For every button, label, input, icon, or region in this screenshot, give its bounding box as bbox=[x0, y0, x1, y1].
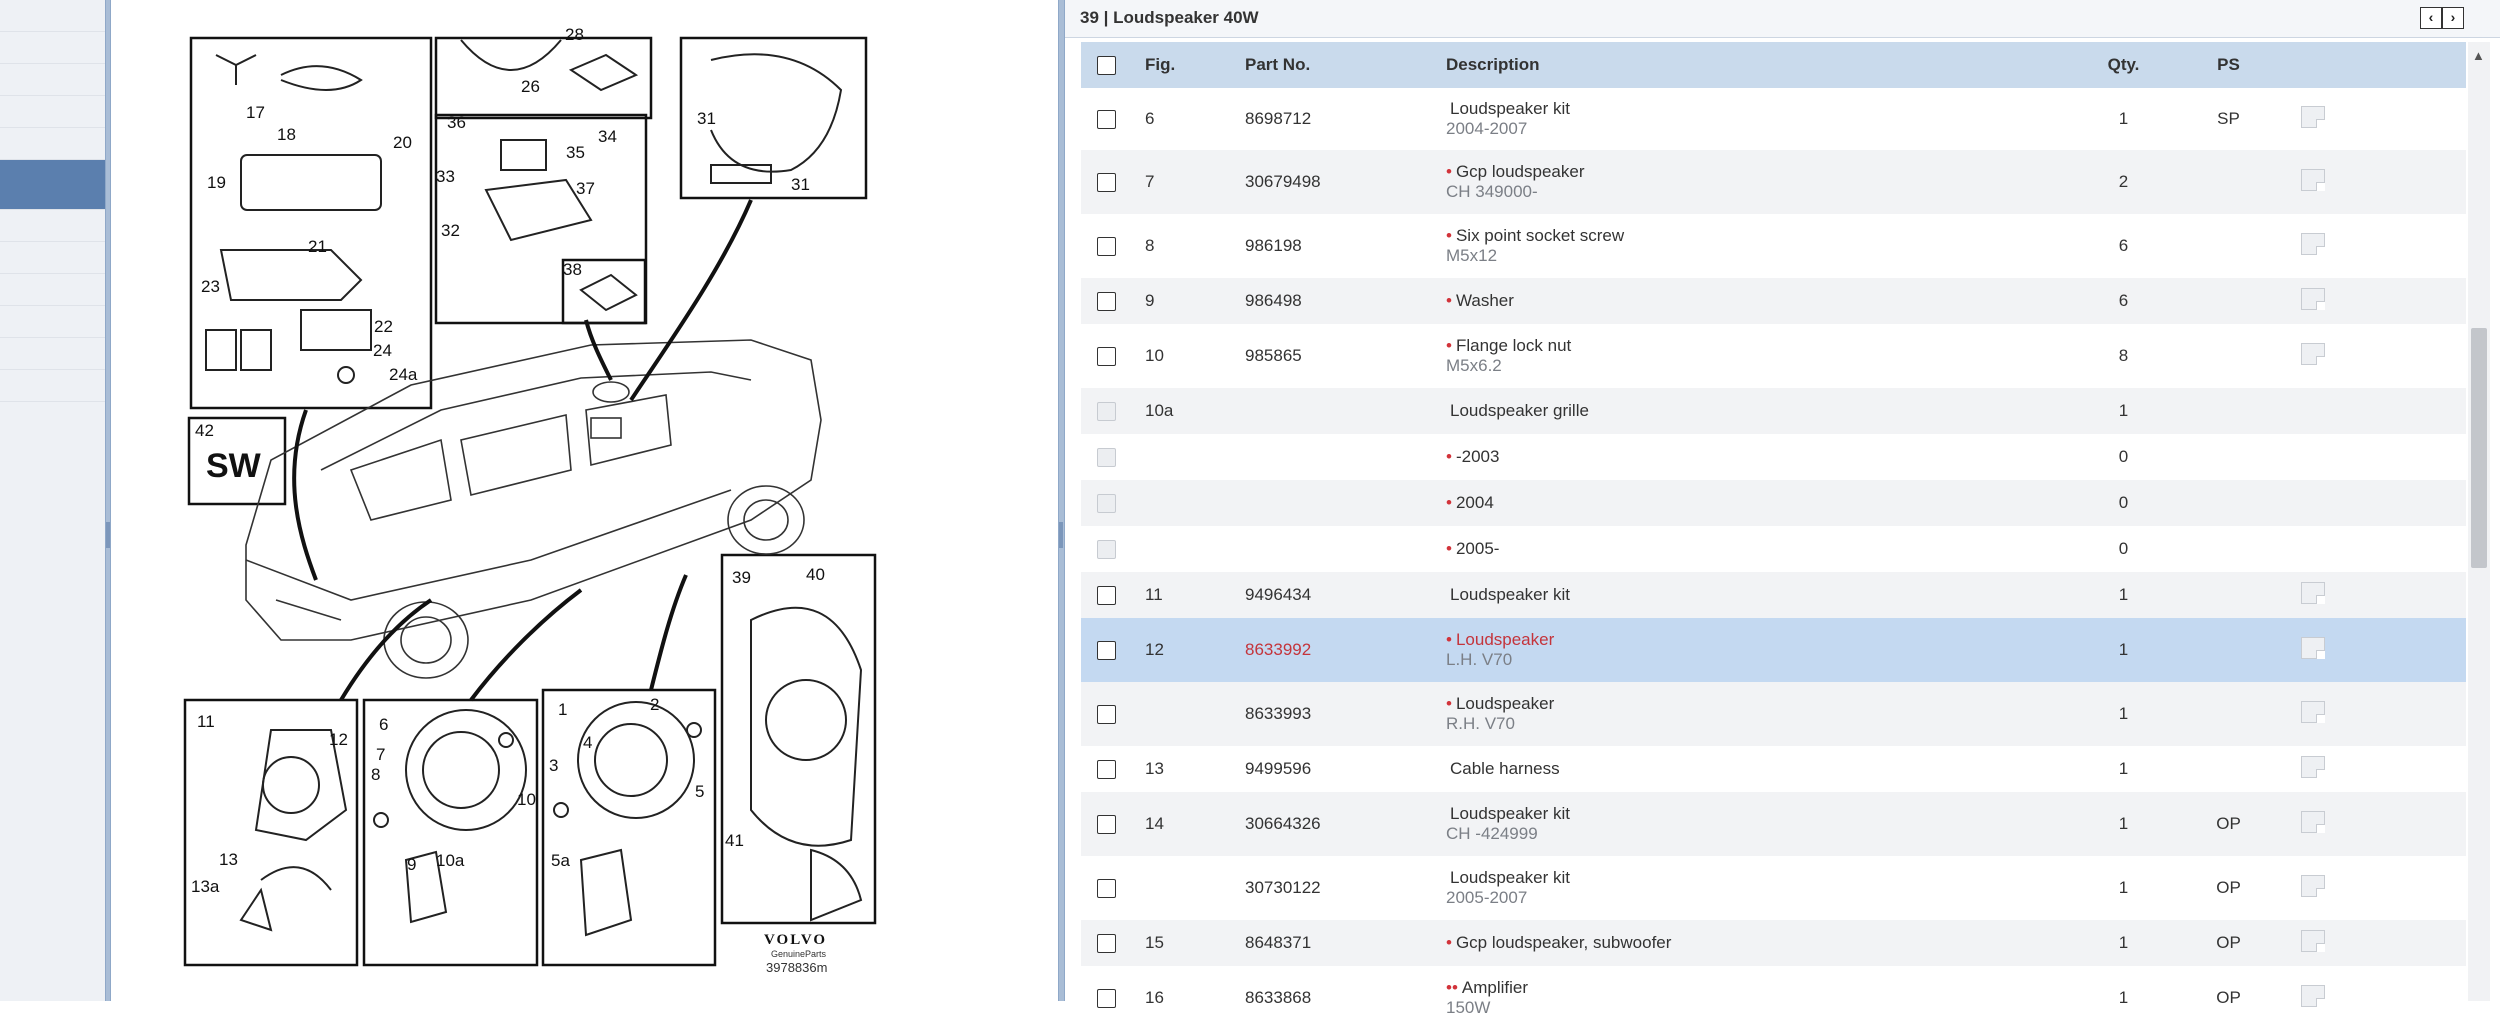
diagram-drawing bbox=[111, 0, 1058, 1001]
description-text: Amplifier bbox=[1461, 978, 1529, 997]
cell-description bbox=[1446, 682, 2066, 746]
svg-text:1: 1 bbox=[558, 700, 568, 719]
vertical-scrollbar[interactable] bbox=[2468, 42, 2490, 1001]
row-checkbox[interactable] bbox=[1097, 292, 1116, 311]
parts-header bbox=[1065, 0, 2500, 38]
table-row[interactable] bbox=[1081, 88, 2466, 150]
cell-description bbox=[1446, 920, 2066, 966]
cell-part-no[interactable]: 30730122 bbox=[1245, 878, 1321, 897]
cell-fig: 13 bbox=[1145, 759, 1164, 778]
svg-text:38: 38 bbox=[563, 260, 582, 279]
note-icon[interactable] bbox=[2301, 582, 2325, 604]
table-row[interactable] bbox=[1081, 150, 2466, 214]
cell-part-no[interactable]: 30664326 bbox=[1245, 814, 1321, 833]
description-text: Loudspeaker kit bbox=[1450, 99, 1571, 118]
description-text: Cable harness bbox=[1450, 759, 1560, 778]
cell-ps bbox=[2181, 682, 2276, 746]
cell-fig bbox=[1145, 856, 1245, 920]
cell-ps bbox=[2181, 214, 2276, 278]
svg-text:17: 17 bbox=[246, 103, 265, 122]
cell-ps bbox=[2181, 388, 2276, 434]
note-icon[interactable] bbox=[2301, 930, 2325, 952]
svg-text:26: 26 bbox=[521, 77, 540, 96]
cell-ps: SP bbox=[2217, 109, 2240, 128]
bullet-marker: • bbox=[1446, 447, 1452, 466]
cell-description bbox=[1446, 966, 2066, 1030]
cell-ps bbox=[2181, 278, 2276, 324]
description-text: Loudspeaker bbox=[1455, 630, 1555, 649]
sidebar-item[interactable] bbox=[0, 64, 105, 96]
cell-qty: 0 bbox=[2118, 539, 2129, 558]
cell-fig: 8 bbox=[1145, 236, 1155, 255]
description-line bbox=[1446, 162, 2066, 182]
description-line bbox=[1446, 759, 2066, 779]
parts-table-container bbox=[1081, 42, 2466, 1017]
table-row[interactable] bbox=[1081, 682, 2466, 746]
description-line bbox=[1446, 630, 2066, 650]
note-icon[interactable] bbox=[2301, 701, 2325, 723]
cell-ps: OP bbox=[2216, 878, 2241, 897]
sidebar-item-active[interactable] bbox=[0, 160, 105, 210]
scroll-up-icon[interactable]: ▲ bbox=[2472, 48, 2485, 63]
sidebar-item[interactable] bbox=[0, 210, 105, 242]
description-sub: M5x12 bbox=[1446, 246, 1498, 265]
description-text: Washer bbox=[1455, 291, 1514, 310]
table-row[interactable] bbox=[1081, 526, 2466, 572]
parts-diagram[interactable] bbox=[111, 0, 1058, 1001]
cell-qty: 1 bbox=[2118, 759, 2129, 778]
sidebar-item[interactable] bbox=[0, 306, 105, 338]
description-sub: R.H. V70 bbox=[1446, 714, 1515, 733]
svg-text:36: 36 bbox=[447, 113, 466, 132]
svg-text:6: 6 bbox=[379, 715, 389, 734]
cell-ps bbox=[2181, 746, 2276, 792]
bullet-marker: • bbox=[1446, 226, 1452, 245]
bullet-marker: • bbox=[1446, 539, 1452, 558]
svg-text:35: 35 bbox=[566, 143, 585, 162]
cell-qty: 8 bbox=[2118, 346, 2129, 365]
nav-buttons bbox=[2420, 7, 2464, 29]
cell-part-no[interactable]: 986198 bbox=[1245, 236, 1302, 255]
cell-fig: 10 bbox=[1145, 346, 1164, 365]
table-row[interactable] bbox=[1081, 746, 2466, 792]
next-button[interactable]: › bbox=[2442, 7, 2464, 29]
cell-part-no[interactable]: 8633868 bbox=[1245, 988, 1312, 1007]
cell-fig: 9 bbox=[1145, 291, 1155, 310]
row-checkbox bbox=[1097, 402, 1116, 421]
table-row[interactable] bbox=[1081, 920, 2466, 966]
description-text: Loudspeaker grille bbox=[1450, 401, 1589, 420]
note-icon[interactable] bbox=[2301, 106, 2325, 128]
svg-text:5: 5 bbox=[695, 782, 705, 801]
svg-text:19: 19 bbox=[207, 173, 226, 192]
svg-text:39: 39 bbox=[732, 568, 751, 587]
svg-text:24: 24 bbox=[373, 341, 392, 360]
cell-fig: 12 bbox=[1145, 640, 1164, 659]
svg-text:37: 37 bbox=[576, 179, 595, 198]
header-fig[interactable]: Fig. bbox=[1145, 55, 1176, 74]
cell-qty: 6 bbox=[2118, 236, 2129, 255]
description-sub: 2005-2007 bbox=[1446, 888, 1528, 907]
cell-fig: 15 bbox=[1145, 933, 1164, 952]
bullet-marker: • bbox=[1446, 162, 1452, 181]
row-checkbox[interactable] bbox=[1097, 586, 1116, 605]
cell-fig bbox=[1145, 682, 1245, 746]
description-line bbox=[1446, 868, 2066, 888]
cell-part-no[interactable]: 9499596 bbox=[1245, 759, 1312, 778]
cell-fig: 14 bbox=[1145, 814, 1164, 833]
cell-ps bbox=[2181, 526, 2276, 572]
description-text: Loudspeaker kit bbox=[1450, 868, 1571, 887]
svg-text:31: 31 bbox=[697, 109, 716, 128]
cell-qty: 1 bbox=[2118, 640, 2129, 659]
cell-fig: 11 bbox=[1145, 585, 1163, 604]
cell-qty: 1 bbox=[2118, 585, 2129, 604]
cell-qty: 1 bbox=[2118, 704, 2129, 723]
description-line bbox=[1446, 493, 2066, 513]
description-line bbox=[1446, 336, 2066, 356]
splitter-handle[interactable] bbox=[106, 522, 110, 548]
row-checkbox[interactable] bbox=[1097, 641, 1116, 660]
description-line bbox=[1446, 978, 2066, 998]
cell-fig: 10a bbox=[1145, 401, 1174, 420]
table-row[interactable] bbox=[1081, 324, 2466, 388]
svg-text:10: 10 bbox=[517, 790, 536, 809]
cell-fig: 7 bbox=[1145, 172, 1155, 191]
cell-description bbox=[1446, 88, 2066, 150]
row-checkbox[interactable] bbox=[1097, 347, 1116, 366]
svg-text:13: 13 bbox=[219, 850, 238, 869]
cell-qty: 1 bbox=[2118, 933, 2129, 952]
note-icon[interactable] bbox=[2301, 233, 2325, 255]
svg-text:4: 4 bbox=[583, 733, 593, 752]
description-text: Gcp loudspeaker bbox=[1455, 162, 1585, 181]
bullet-marker: • bbox=[1446, 933, 1452, 952]
header-qty[interactable]: Qty. bbox=[2107, 55, 2140, 74]
cell-ps bbox=[2181, 150, 2276, 214]
note-icon[interactable] bbox=[2301, 169, 2325, 191]
svg-text:7: 7 bbox=[376, 745, 386, 764]
svg-text:5a: 5a bbox=[551, 851, 570, 870]
sidebar-item[interactable] bbox=[0, 96, 105, 128]
description-sub: M5x6.2 bbox=[1446, 356, 1502, 375]
svg-text:31: 31 bbox=[791, 175, 810, 194]
parts-table bbox=[1081, 42, 2466, 1030]
table-row[interactable] bbox=[1081, 618, 2466, 682]
cell-description bbox=[1446, 278, 2066, 324]
description-line bbox=[1446, 933, 2066, 953]
cell-fig: 16 bbox=[1145, 988, 1164, 1007]
svg-text:3: 3 bbox=[549, 756, 559, 775]
cell-qty: 2 bbox=[2118, 172, 2129, 191]
svg-text:33: 33 bbox=[436, 167, 455, 186]
cell-description bbox=[1446, 480, 2066, 526]
header-ps[interactable]: PS bbox=[2217, 55, 2240, 74]
description-text: Loudspeaker kit bbox=[1450, 585, 1571, 604]
svg-text:34: 34 bbox=[598, 127, 617, 146]
cell-qty: 0 bbox=[2118, 493, 2129, 512]
description-line bbox=[1446, 585, 2066, 605]
note-icon[interactable] bbox=[2301, 756, 2325, 778]
note-icon[interactable] bbox=[2301, 875, 2325, 897]
bullet-marker: • bbox=[1446, 336, 1452, 355]
sidebar-item[interactable] bbox=[0, 242, 105, 274]
svg-text:40: 40 bbox=[806, 565, 825, 584]
svg-text:21: 21 bbox=[308, 237, 327, 256]
description-line bbox=[1446, 401, 2066, 421]
cell-ps bbox=[2181, 324, 2276, 388]
description-sub: 2004-2007 bbox=[1446, 119, 1528, 138]
cell-part-no[interactable]: 986498 bbox=[1245, 291, 1302, 310]
description-sub: L.H. V70 bbox=[1446, 650, 1513, 669]
cell-qty: 1 bbox=[2118, 109, 2129, 128]
svg-text:8: 8 bbox=[371, 765, 381, 784]
prev-button[interactable]: ‹ bbox=[2420, 7, 2442, 29]
bullet-marker: • bbox=[1446, 291, 1452, 310]
cell-fig bbox=[1145, 480, 1245, 526]
cell-description bbox=[1446, 618, 2066, 682]
bullet-marker: • bbox=[1446, 493, 1452, 512]
svg-text:13a: 13a bbox=[191, 877, 220, 896]
svg-text:32: 32 bbox=[441, 221, 460, 240]
cell-description bbox=[1446, 214, 2066, 278]
row-checkbox bbox=[1097, 540, 1116, 559]
svg-text:24a: 24a bbox=[389, 365, 418, 384]
description-line bbox=[1446, 804, 2066, 824]
svg-text:10a: 10a bbox=[436, 851, 465, 870]
parts-list-pane bbox=[1065, 0, 2500, 1017]
sidebar-item[interactable] bbox=[0, 128, 105, 160]
scrollbar-thumb[interactable] bbox=[2471, 328, 2487, 568]
description-line bbox=[1446, 291, 2066, 311]
svg-text:20: 20 bbox=[393, 133, 412, 152]
header-part-no[interactable]: Part No. bbox=[1245, 55, 1311, 74]
cell-part-no[interactable]: 9496434 bbox=[1245, 585, 1312, 604]
row-checkbox[interactable] bbox=[1097, 879, 1116, 898]
table-row[interactable] bbox=[1081, 966, 2466, 1030]
cell-description bbox=[1446, 388, 2066, 434]
description-line bbox=[1446, 99, 2066, 119]
description-line bbox=[1446, 539, 2066, 559]
row-checkbox bbox=[1097, 494, 1116, 513]
row-checkbox[interactable] bbox=[1097, 237, 1116, 256]
cell-qty: 0 bbox=[2118, 447, 2129, 466]
svg-text:18: 18 bbox=[277, 125, 296, 144]
bullet-marker: • bbox=[1446, 630, 1452, 649]
header-description[interactable]: Description bbox=[1446, 55, 1540, 74]
cell-part-no[interactable]: 8633993 bbox=[1245, 704, 1312, 723]
sidebar-item[interactable] bbox=[0, 274, 105, 306]
cell-part-no[interactable]: 8698712 bbox=[1245, 109, 1312, 128]
svg-text:12: 12 bbox=[329, 730, 348, 749]
cell-description bbox=[1446, 572, 2066, 618]
genuine-parts-text: GenuineParts bbox=[771, 949, 827, 959]
cell-ps bbox=[2181, 618, 2276, 682]
select-all-checkbox[interactable] bbox=[1097, 56, 1116, 75]
svg-text:41: 41 bbox=[725, 831, 744, 850]
cell-ps bbox=[2181, 480, 2276, 526]
table-row[interactable] bbox=[1081, 214, 2466, 278]
cell-description bbox=[1446, 434, 2066, 480]
splitter-handle[interactable] bbox=[1059, 522, 1063, 548]
description-sub: CH -424999 bbox=[1446, 824, 1538, 843]
row-checkbox[interactable] bbox=[1097, 760, 1116, 779]
middle-splitter[interactable] bbox=[1058, 0, 1065, 1001]
description-line bbox=[1446, 694, 2066, 714]
svg-text:11: 11 bbox=[197, 712, 215, 731]
cell-qty: 1 bbox=[2118, 401, 2129, 420]
description-sub: CH 349000- bbox=[1446, 182, 1538, 201]
cell-fig bbox=[1145, 526, 1245, 572]
cell-description bbox=[1446, 746, 2066, 792]
description-text: 2005- bbox=[1455, 539, 1500, 558]
bullet-marker: • bbox=[1446, 694, 1452, 713]
cell-qty: 1 bbox=[2118, 814, 2129, 833]
cell-qty: 6 bbox=[2118, 291, 2129, 310]
description-text: Six point socket screw bbox=[1455, 226, 1625, 245]
description-text: Loudspeaker bbox=[1455, 694, 1555, 713]
svg-text:2: 2 bbox=[650, 695, 660, 714]
cell-description bbox=[1446, 150, 2066, 214]
table-row[interactable] bbox=[1081, 480, 2466, 526]
note-icon[interactable] bbox=[2301, 288, 2325, 310]
note-icon[interactable] bbox=[2301, 985, 2325, 1007]
sidebar-item[interactable] bbox=[0, 32, 105, 64]
row-checkbox[interactable] bbox=[1097, 815, 1116, 834]
sidebar-item[interactable] bbox=[0, 370, 105, 402]
cell-ps: OP bbox=[2216, 814, 2241, 833]
row-checkbox[interactable] bbox=[1097, 989, 1116, 1008]
description-text: 2004 bbox=[1455, 493, 1494, 512]
row-checkbox[interactable] bbox=[1097, 173, 1116, 192]
sidebar bbox=[0, 0, 105, 1001]
cell-description bbox=[1446, 526, 2066, 572]
note-icon[interactable] bbox=[2301, 343, 2325, 365]
table-row[interactable] bbox=[1081, 856, 2466, 920]
sw-label: SW bbox=[206, 447, 261, 485]
svg-text:22: 22 bbox=[374, 317, 393, 336]
volvo-logo-text: VOLVO bbox=[764, 932, 828, 948]
cell-description bbox=[1446, 792, 2066, 856]
description-line bbox=[1446, 226, 2066, 246]
cell-qty: 1 bbox=[2118, 988, 2129, 1007]
note-icon[interactable] bbox=[2301, 811, 2325, 833]
description-text: -2003 bbox=[1455, 447, 1500, 466]
table-row[interactable] bbox=[1081, 792, 2466, 856]
description-sub: 150W bbox=[1446, 998, 1491, 1017]
bullet-marker: •• bbox=[1446, 978, 1458, 997]
cell-part-no[interactable]: 985865 bbox=[1245, 346, 1302, 365]
cell-ps: OP bbox=[2216, 988, 2241, 1007]
description-text: Loudspeaker kit bbox=[1450, 804, 1571, 823]
cell-ps: OP bbox=[2216, 933, 2241, 952]
table-row[interactable] bbox=[1081, 278, 2466, 324]
sidebar-item[interactable] bbox=[0, 0, 105, 32]
description-text: Flange lock nut bbox=[1455, 336, 1572, 355]
drawing-number: 3978836m bbox=[766, 960, 828, 975]
table-row[interactable] bbox=[1081, 572, 2466, 618]
cell-description bbox=[1446, 856, 2066, 920]
svg-text:9: 9 bbox=[407, 855, 417, 874]
cell-qty: 1 bbox=[2118, 878, 2129, 897]
cell-part-no[interactable]: 8633992 bbox=[1245, 640, 1312, 659]
parts-title: 39 | Loudspeaker 40W bbox=[1080, 8, 1259, 27]
description-text: Gcp loudspeaker, subwoofer bbox=[1455, 933, 1672, 952]
svg-text:23: 23 bbox=[201, 277, 220, 296]
table-row[interactable] bbox=[1081, 388, 2466, 434]
note-icon[interactable] bbox=[2301, 637, 2325, 659]
cell-fig bbox=[1145, 434, 1245, 480]
cell-part-no[interactable]: 8648371 bbox=[1245, 933, 1312, 952]
cell-part-no[interactable]: 30679498 bbox=[1245, 172, 1321, 191]
row-checkbox[interactable] bbox=[1097, 934, 1116, 953]
sidebar-item[interactable] bbox=[0, 338, 105, 370]
row-checkbox[interactable] bbox=[1097, 110, 1116, 129]
svg-text:28: 28 bbox=[565, 25, 584, 44]
svg-text:42: 42 bbox=[195, 421, 214, 440]
table-row[interactable] bbox=[1081, 434, 2466, 480]
cell-ps bbox=[2181, 572, 2276, 618]
description-line bbox=[1446, 447, 2066, 467]
table-header-row bbox=[1081, 42, 2466, 88]
row-checkbox bbox=[1097, 448, 1116, 467]
row-checkbox[interactable] bbox=[1097, 705, 1116, 724]
cell-description bbox=[1446, 324, 2066, 388]
cell-ps bbox=[2181, 434, 2276, 480]
cell-fig: 6 bbox=[1145, 109, 1155, 128]
